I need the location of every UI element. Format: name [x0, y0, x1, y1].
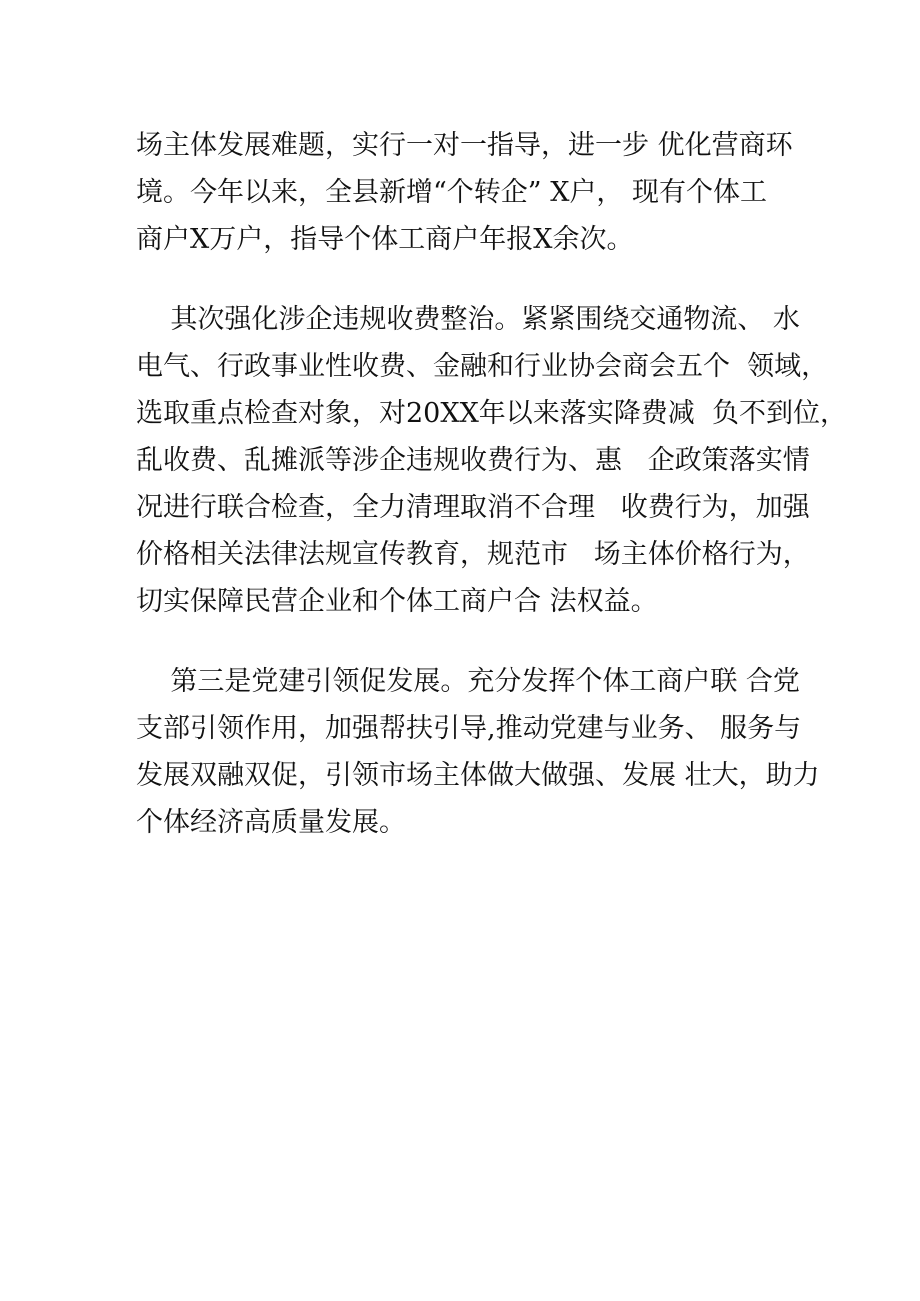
text-line: 选取重点检查对象，对20XX年以来落实降费减 负不到位， [136, 398, 847, 429]
paragraph-2 [136, 296, 847, 625]
text-line: 商户X万户，指导个体工商户年报X余次。 [136, 224, 634, 255]
document-body [136, 122, 847, 879]
text-line: 其次强化涉企违规收费整治。紧紧围绕交通物流、 水 [136, 304, 800, 335]
text-line: 第三是党建引领促发展。充分发挥个体工商户联 合党 [136, 666, 800, 697]
paragraph-3 [136, 658, 836, 846]
text-line: 个体经济高质量发展。 [136, 807, 406, 838]
paragraph-1 [136, 122, 836, 263]
text-line: 支部引领作用，加强帮扶引导,推动党建与业务、 服务与 [136, 713, 802, 744]
text-line: 况进行联合检查，全力清理取消不合理 收费行为，加强 [136, 492, 810, 523]
text-line: 切实保障民营企业和个体工商户合 法权益。 [136, 586, 658, 617]
text-line: 发展双融双促，引领市场主体做大做强、发展 壮大，助力 [136, 760, 820, 791]
text-line: 电气、行政事业性收费、金融和行业协会商会五个 领域， [136, 351, 829, 382]
text-line: 乱收费、乱摊派等涉企违规收费行为、惠 企政策落实情 [136, 445, 810, 476]
text-line: 场主体发展难题，实行一对一指导，进一步 优化营商环 [136, 130, 793, 161]
text-line: 价格相关法律法规宣传教育，规范市 场主体价格行为， [136, 539, 810, 570]
text-line: 境。今年以来，全县新增“个转企” X户， 现有个体工 [136, 177, 767, 208]
